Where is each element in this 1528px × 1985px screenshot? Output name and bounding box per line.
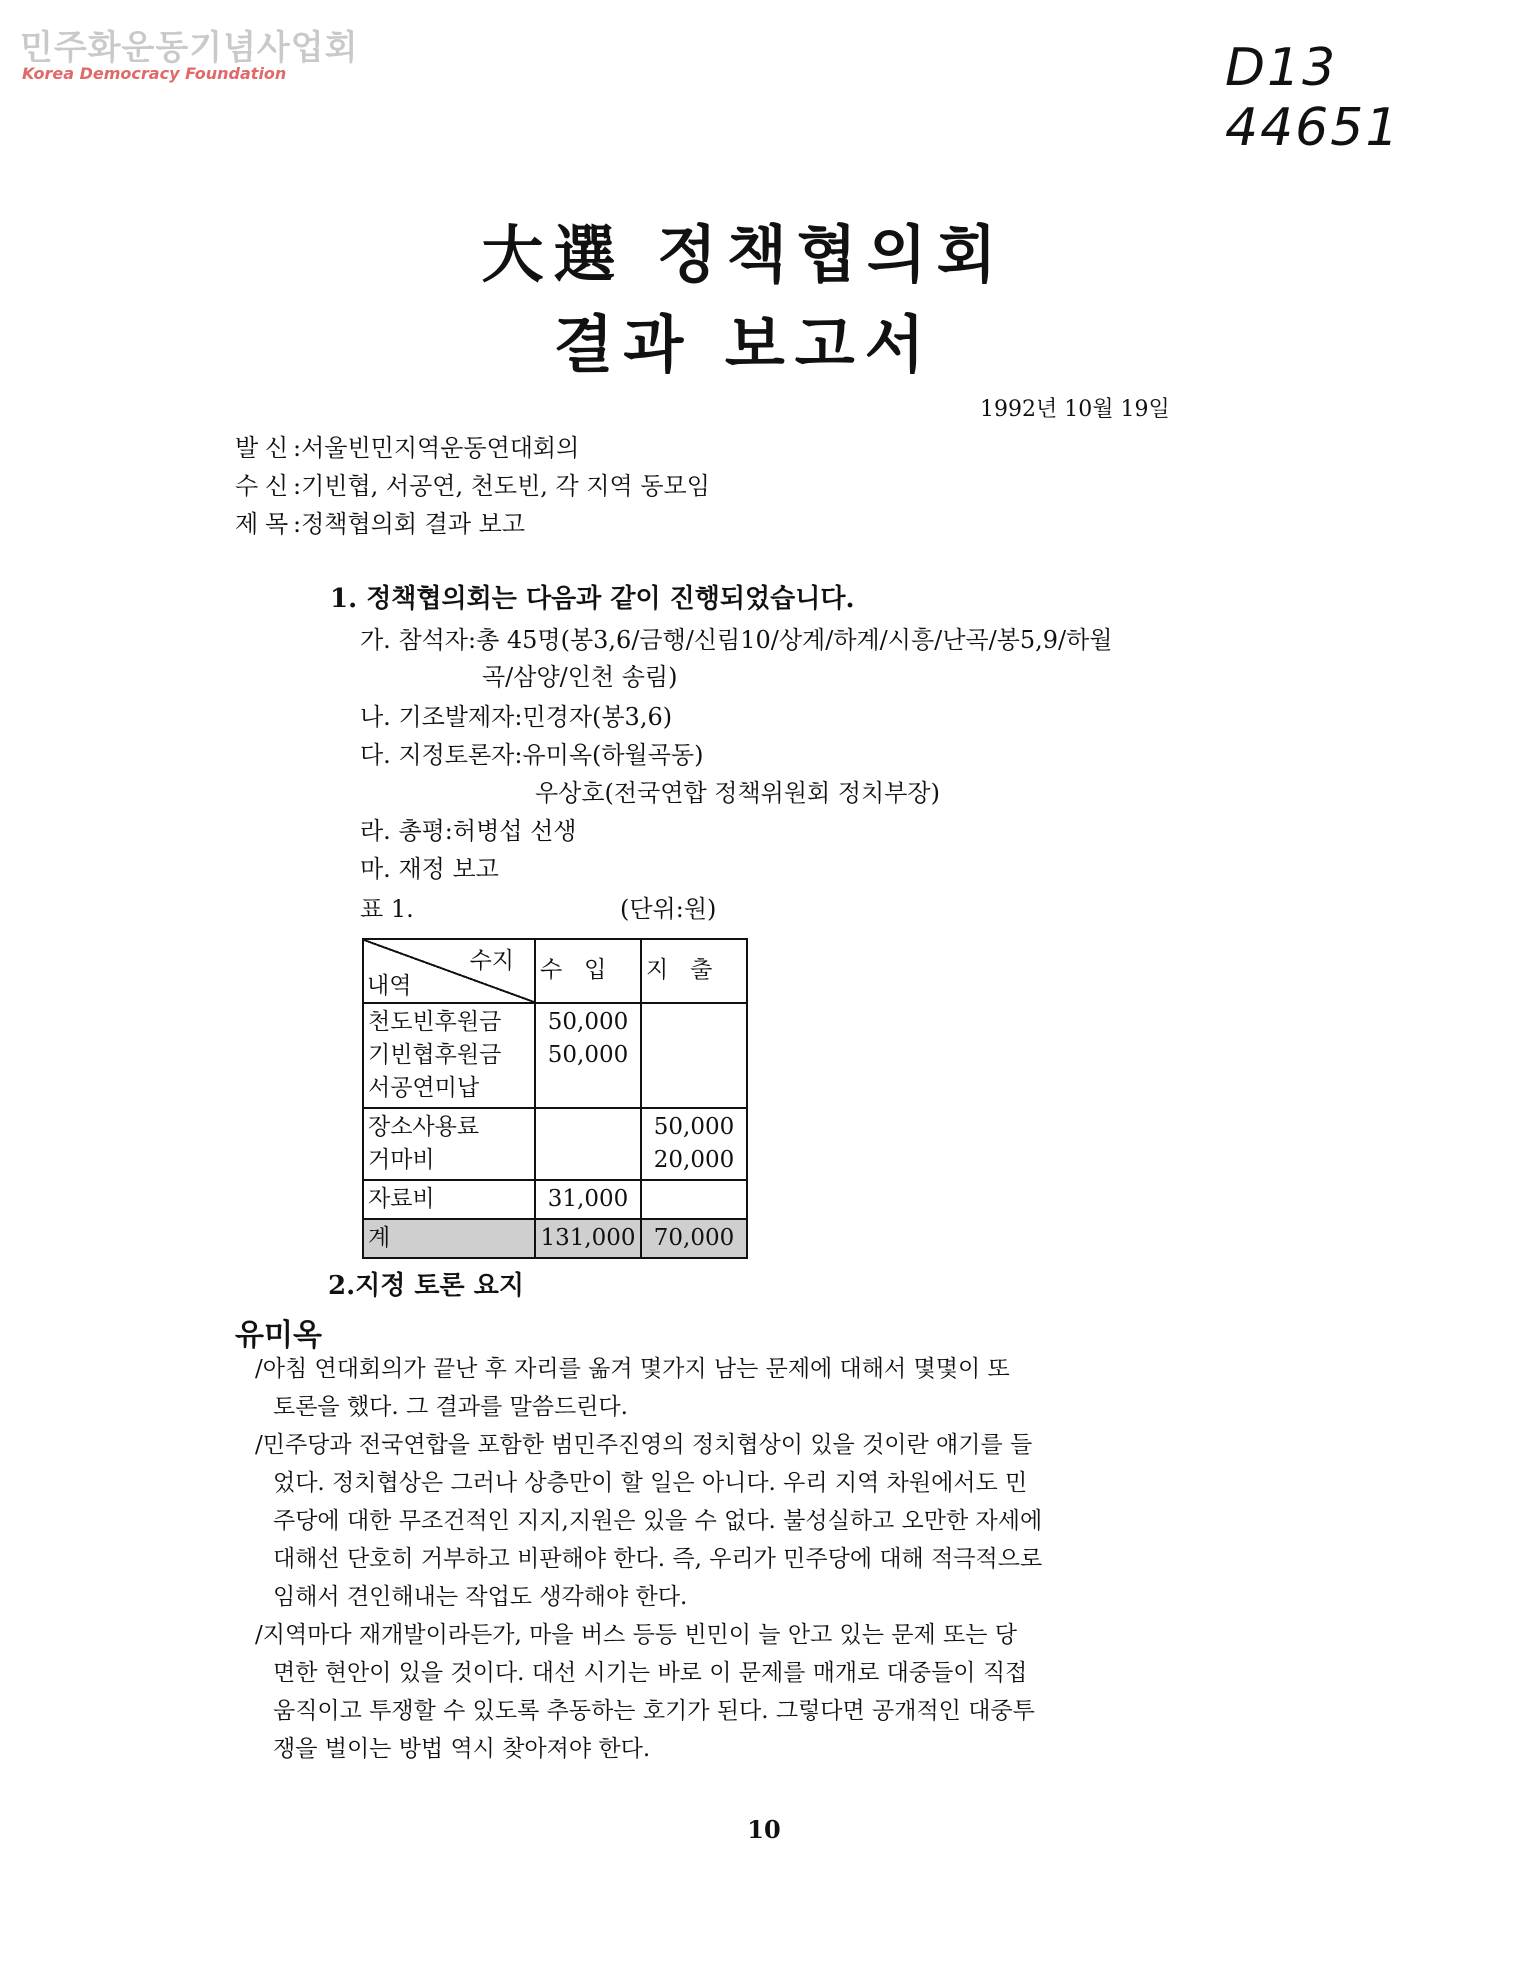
- general-review: 라. 총평:허병섭 선생: [360, 817, 577, 845]
- col-income-header: 수 입: [535, 939, 641, 1003]
- keynote-presenter: 나. 기조발제자:민경자(봉3,6): [360, 703, 673, 731]
- document-title-line1: 大選 정책협의회: [481, 218, 1007, 291]
- header-from-key1: 발: [235, 434, 259, 462]
- header-to-value: 기빈협, 서공연, 천도빈, 각 지역 동모임: [301, 472, 710, 500]
- header-from: 발 신 :서울빈민지역운동연대회의: [235, 428, 579, 463]
- group3-item: 자료비: [363, 1180, 535, 1219]
- header-to-key1: 수: [235, 472, 259, 500]
- header-from-key2: 신: [265, 434, 289, 462]
- paragraph-3: [255, 1616, 1180, 1768]
- paragraph-line: /지역마다 재개발이라든가, 마을 버스 등등 빈민이 늘 안고 있는 문제 또는 당: [255, 1622, 1018, 1648]
- row-item: 거마비: [368, 1147, 435, 1173]
- group1-income: [535, 1003, 641, 1108]
- group3-expense: [641, 1180, 747, 1219]
- paragraph-1: [255, 1350, 1180, 1426]
- paragraph-line: 주당에 대한 무조건적인 지지,지원은 있을 수 없다. 불성실하고 오만한 자세에: [273, 1508, 1043, 1534]
- corner-top-label: 수지: [469, 948, 514, 974]
- total-expense: 70,000: [641, 1219, 747, 1258]
- header-to-key2: 신: [265, 472, 289, 500]
- income-value: [540, 1072, 636, 1105]
- income-value: 50,000: [547, 1009, 629, 1035]
- page-number: 10: [747, 1815, 781, 1844]
- group2-income: [535, 1108, 641, 1180]
- document-title-line2: 결과 보고서: [553, 308, 935, 381]
- group3-income: 31,000: [535, 1180, 641, 1219]
- table-corner-cell: [363, 939, 535, 1003]
- paragraph-line: 움직이고 투쟁할 수 있도록 추동하는 호기가 된다. 그렇다면 공개적인 대중투: [273, 1698, 1035, 1724]
- attendees-line1: 가. 참석자:총 45명(봉3,6/금행/신림10/상계/하계/시흥/난곡/봉5,9/하월: [360, 626, 1113, 654]
- designated-discussant-2: 우상호(전국연합 정책위원회 정치부장): [535, 779, 940, 807]
- finance-table: [362, 938, 748, 1259]
- section2-heading: 2.지정 토론 요지: [328, 1271, 524, 1301]
- paragraph-line: 대해선 단호히 거부하고 비판해야 한다. 즉, 우리가 민주당에 대해 적극적으로: [273, 1546, 1043, 1572]
- paragraph-line: 임해서 견인해내는 작업도 생각해야 한다.: [273, 1584, 688, 1610]
- header-subject-key1: 제: [235, 510, 259, 538]
- designated-discussant-1: 다. 지정토론자:유미옥(하월곡동): [360, 741, 704, 769]
- section1-heading: 1. 정책협의회는 다음과 같이 진행되었습니다.: [330, 584, 855, 614]
- table-total-row: [363, 1219, 747, 1258]
- paragraph-line: 쟁을 벌이는 방법 역시 찾아져야 한다.: [273, 1736, 651, 1762]
- expense-value: 20,000: [653, 1147, 735, 1173]
- row-item: 기빈협후원금: [368, 1042, 502, 1068]
- total-label: 계: [363, 1219, 535, 1258]
- row-item: 천도빈후원금: [368, 1009, 502, 1035]
- income-value: 50,000: [547, 1042, 629, 1068]
- table-unit: (단위:원): [620, 895, 717, 923]
- paragraph-line: 면한 현안이 있을 것이다. 대선 시기는 바로 이 문제를 매개로 대중들이 직접: [273, 1660, 1028, 1686]
- table-row: [363, 1180, 747, 1219]
- table-row: [363, 1003, 747, 1108]
- col-expense-header: 지 출: [641, 939, 747, 1003]
- paragraph-line: 었다. 정치협상은 그러나 상층만이 할 일은 아니다. 우리 지역 차원에서도 민: [273, 1470, 1028, 1496]
- watermark-logo-english: Korea Democracy Foundation: [22, 64, 287, 83]
- paragraph-2: [255, 1426, 1180, 1616]
- group2-expense: [641, 1108, 747, 1180]
- group1-items: [363, 1003, 535, 1108]
- header-subject: 제 목 :정책협의회 결과 보고: [235, 504, 525, 539]
- paragraph-line: 토론을 했다. 그 결과를 말씀드린다.: [273, 1394, 628, 1420]
- paragraph-line: /민주당과 전국연합을 포함한 범민주진영의 정치협상이 있을 것이란 얘기를 들: [255, 1432, 1033, 1458]
- watermark-logo-korean: 민주화운동기념사업회: [20, 28, 359, 68]
- paragraph-line: /아침 연대회의가 끝난 후 자리를 옮겨 몇가지 남는 문제에 대해서 몇몇이 또: [255, 1356, 1010, 1382]
- document-date: 1992년 10월 19일: [980, 397, 1170, 422]
- group2-items: [363, 1108, 535, 1180]
- header-from-value: 서울빈민지역운동연대회의: [301, 434, 580, 462]
- row-item: 장소사용료: [368, 1114, 480, 1140]
- header-subject-value: 정책협의회 결과 보고: [301, 510, 526, 538]
- group1-expense: [641, 1003, 747, 1108]
- total-income: 131,000: [535, 1219, 641, 1258]
- header-subject-key2: 목: [265, 510, 289, 538]
- corner-bottom-label: 내역: [367, 973, 412, 999]
- table-header-row: [363, 939, 747, 1003]
- expense-value: 50,000: [653, 1114, 735, 1140]
- row-item: 서공연미납: [368, 1075, 480, 1101]
- table-label: 표 1.: [360, 895, 414, 923]
- finance-report: 마. 재정 보고: [360, 855, 499, 883]
- table-row: [363, 1108, 747, 1180]
- header-to: 수 신 :기빈협, 서공연, 천도빈, 각 지역 동모임: [235, 466, 710, 501]
- attendees-line2: 곡/삼양/인천 송림): [482, 663, 678, 691]
- handwritten-reference-mark: D13 44651: [1225, 38, 1401, 158]
- speaker-name: 유미옥: [235, 1318, 322, 1353]
